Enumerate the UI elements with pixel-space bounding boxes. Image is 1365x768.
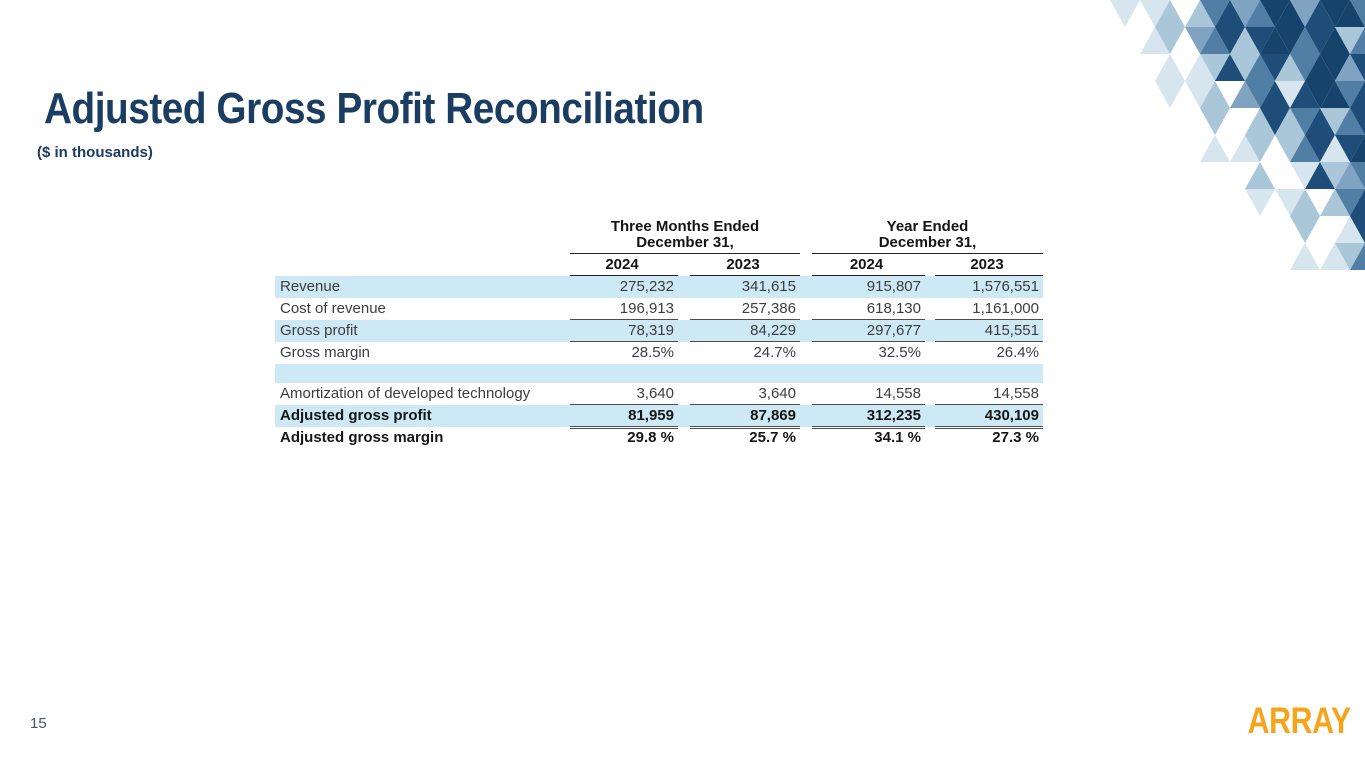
col-group-year-ended [812, 217, 1043, 254]
cell-value: 87,869 [690, 405, 800, 429]
cell-value: 3,640 [690, 383, 800, 405]
column-gap [678, 427, 690, 449]
table-row [275, 320, 1043, 342]
column-gap [800, 383, 812, 405]
cell-value: 297,677 [812, 320, 925, 342]
cell-value: 27.3 % [992, 429, 1039, 446]
cell-value: 24.7% [753, 344, 796, 361]
cell-value: 1,161,000 [935, 298, 1043, 320]
cell-value: 618,130 [812, 298, 925, 320]
column-gap [925, 405, 935, 429]
cell-value: 196,913 [570, 298, 678, 320]
cell-value: 430,109 [935, 405, 1043, 429]
column-gap [678, 276, 690, 298]
year-header: 2023 [690, 254, 800, 276]
col-group-line2: December 31, [878, 234, 977, 251]
col-group-three-months-ended [570, 217, 800, 254]
cell-value: 312,235 [812, 405, 925, 429]
cell-value: 32.5% [878, 344, 921, 361]
column-gap [925, 320, 935, 342]
table-row [275, 298, 1043, 320]
page-title: Adjusted Gross Profit Reconciliation [44, 84, 704, 133]
cell-value: 28.5% [631, 344, 674, 361]
row-label: Cost of revenue [280, 300, 386, 317]
column-gap [678, 405, 690, 429]
row-label: Revenue [280, 278, 341, 295]
column-gap [678, 383, 690, 405]
column-gap [800, 320, 812, 342]
cell-value: 915,807 [866, 278, 921, 295]
column-gap [800, 276, 812, 298]
column-gap [925, 383, 935, 405]
column-gap [925, 427, 935, 449]
column-gap [800, 254, 812, 276]
cell-value: 29.8 % [627, 429, 674, 446]
cell-value: 78,319 [570, 320, 678, 342]
table-row [275, 383, 1043, 405]
cell-value: 14,558 [935, 383, 1043, 405]
cell-value: 257,386 [690, 298, 800, 320]
column-gap [678, 342, 690, 364]
col-group-line1: Three Months Ended [610, 218, 760, 235]
row-label: Gross profit [280, 322, 358, 339]
table-row [275, 276, 1043, 298]
page-number: 15 [30, 715, 47, 732]
cell-value: 26.4% [996, 344, 1039, 361]
cell-value: 81,959 [570, 405, 678, 429]
table-header-groups [275, 217, 1043, 254]
column-gap [925, 276, 935, 298]
year-header: 2024 [812, 254, 925, 276]
cell-value: 25.7 % [749, 429, 796, 446]
year-header: 2024 [570, 254, 678, 276]
row-label: Adjusted gross margin [280, 429, 444, 446]
row-label: Gross margin [280, 344, 371, 361]
column-gap [925, 298, 935, 320]
row-label: Amortization of developed technology [280, 385, 531, 402]
column-gap [800, 298, 812, 320]
cell-value: 341,615 [741, 278, 796, 295]
column-gap [800, 405, 812, 429]
cell-value: 275,232 [619, 278, 674, 295]
table-row [275, 405, 1043, 427]
page-subtitle: ($ in thousands) [37, 144, 153, 161]
column-gap [800, 427, 812, 449]
header-label-spacer [275, 217, 570, 254]
table-row [275, 427, 1043, 449]
cell-value: 1,576,551 [972, 278, 1039, 295]
year-header: 2023 [935, 254, 1043, 276]
header-label-spacer [275, 254, 570, 276]
cell-value: 34.1 % [874, 429, 921, 446]
col-group-line2: December 31, [636, 234, 734, 251]
table-body [275, 276, 1043, 449]
table-header-years [275, 254, 1043, 276]
column-gap [925, 254, 935, 276]
column-gap [678, 298, 690, 320]
cell-value: 84,229 [690, 320, 800, 342]
column-gap [678, 320, 690, 342]
cell-value: 3,640 [570, 383, 678, 405]
table-spacer-row [275, 364, 1043, 383]
col-group-line1: Year Ended [886, 218, 969, 235]
column-gap [800, 342, 812, 364]
column-gap [678, 254, 690, 276]
cell-value: 415,551 [935, 320, 1043, 342]
array-logo: ARRAY [1247, 700, 1351, 741]
cell-value: 14,558 [812, 383, 925, 405]
table-row [275, 342, 1043, 364]
row-label: Adjusted gross profit [280, 407, 432, 424]
financial-table [275, 217, 1043, 449]
column-gap [925, 342, 935, 364]
